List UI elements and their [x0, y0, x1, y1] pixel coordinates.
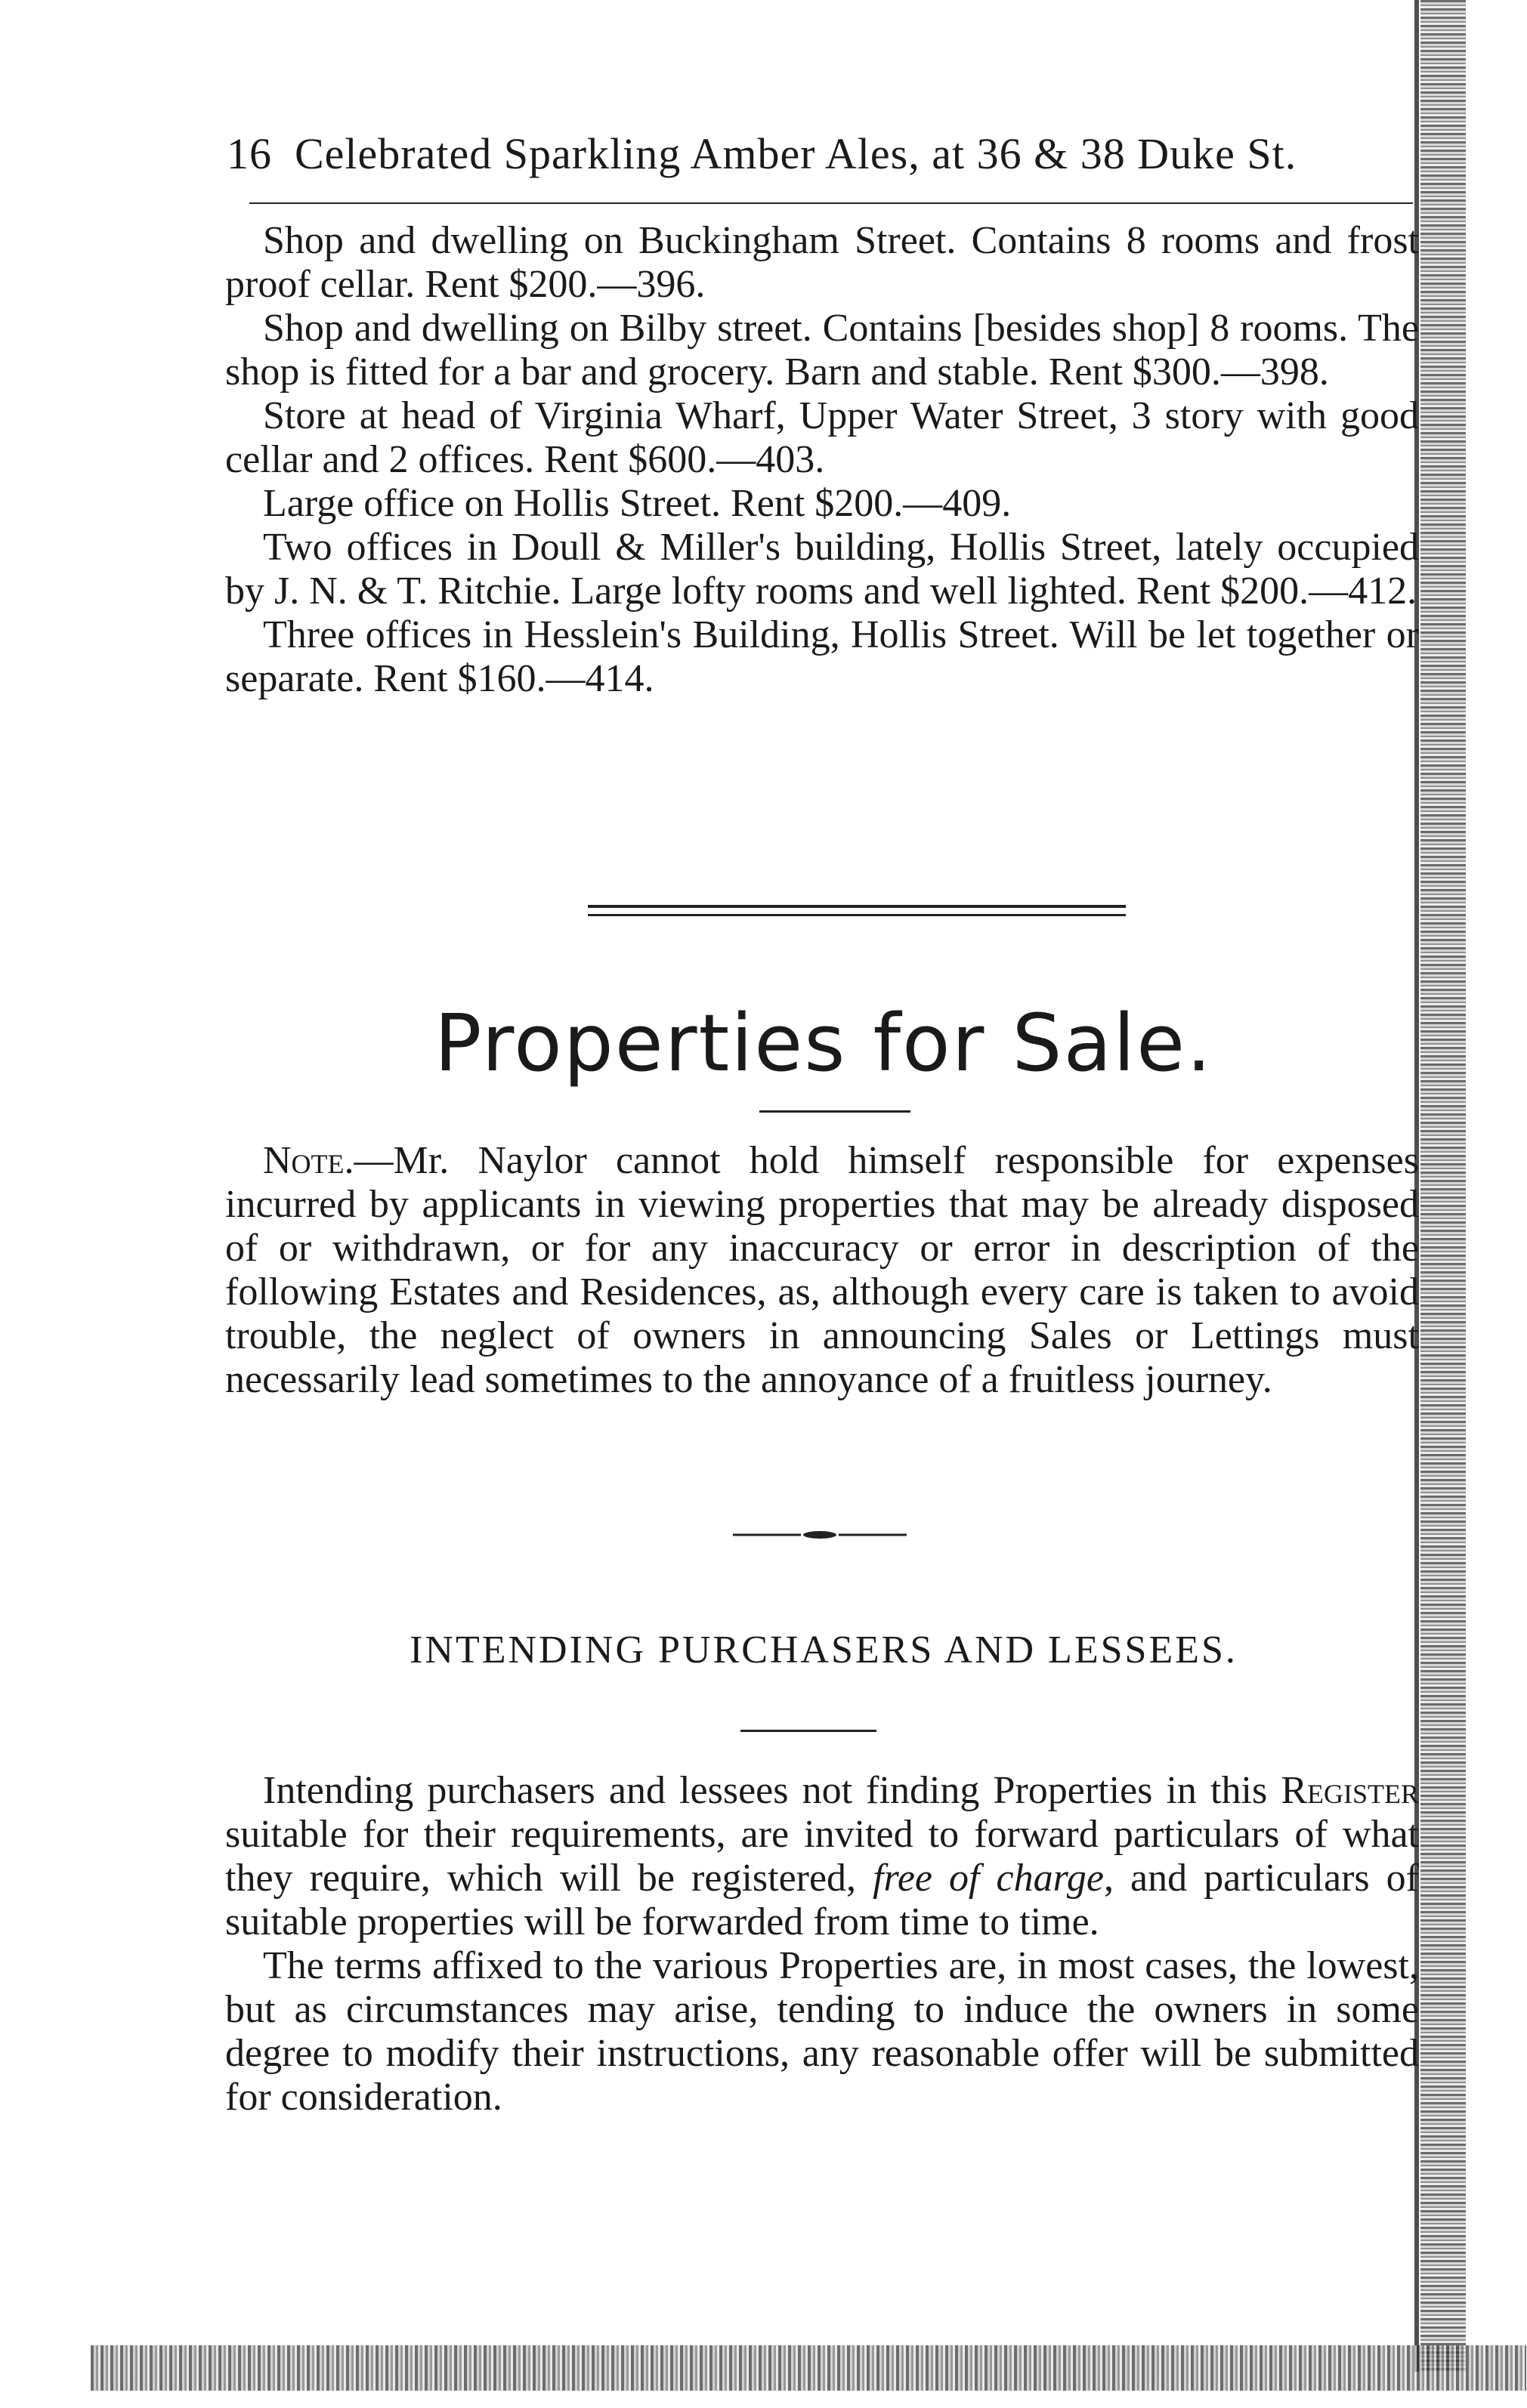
p1-end: , and particulars of suitable properties will be forwarded from time to time.	[225, 1857, 1419, 1943]
note-label: Note.	[263, 1139, 354, 1182]
intending-paragraph-1	[225, 1769, 1419, 1944]
torn-right-edge	[1420, 0, 1466, 2372]
listing-item: Store at head of Virginia Wharf, Upper Water Street, 3 story with good cellar and 2 offices. Rent $600.—403.	[225, 394, 1419, 481]
header-rule	[249, 202, 1413, 204]
section-title: Properties for Sale.	[434, 997, 1213, 1089]
p1-start: Intending purchasers and lessees not finding Properties in this	[263, 1769, 1268, 1812]
listing-item: Two offices in Doull & Miller's building, Hollis Street, lately occupied by J. N. & T. Ritchie. Large lofty rooms and well lighted. Rent $200.—412.	[225, 526, 1419, 613]
title-underline	[759, 1110, 910, 1113]
page-number: 16	[227, 129, 272, 178]
p1-mid: suitable for their requirements, are invited to forward particulars of what they require, which will be registered,	[225, 1813, 1419, 1900]
register-word: Register	[1281, 1769, 1419, 1812]
note-text: —Mr. Naylor cannot hold himself responsible for expenses incurred by applicants in viewing properties that may be already disposed of or withdrawn, or for any inaccuracy or error in description of the following Estates and Residences, as, although every care is taken to avoid trouble, the neglect of owners in announcing Sales or Lettings must necessarily lead sometimes to the annoyance of a fruitless journey.	[225, 1139, 1419, 1401]
running-header	[227, 128, 1420, 179]
rental-listings	[225, 219, 1419, 701]
intending-heading: INTENDING PURCHASERS AND LESSEES.	[410, 1628, 1238, 1672]
listing-item: Shop and dwelling on Bilby street. Contains [besides shop] 8 rooms. The shop is fitted for a bar and grocery. Barn and stable. Rent $300.—398.	[225, 307, 1419, 394]
note-paragraph	[225, 1139, 1419, 1402]
torn-bottom-edge	[91, 2345, 1526, 2391]
heading-underline	[740, 1730, 876, 1732]
listing-item: Three offices in Hesslein's Building, Hollis Street. Will be let together or separate. Rent $160.—414.	[225, 613, 1419, 700]
intending-text	[225, 1769, 1419, 2119]
ornament-divider	[733, 1530, 907, 1540]
listing-item: Shop and dwelling on Buckingham Street. Contains 8 rooms and frost proof cellar. Rent $200.—396.	[225, 219, 1419, 306]
double-rule-divider	[588, 905, 1126, 916]
free-of-charge: free of charge	[873, 1857, 1105, 1900]
listing-item: Large office on Hollis Street. Rent $200.—409.	[263, 482, 1012, 525]
running-title: Celebrated Sparkling Amber Ales, at 36 & 38 Duke St.	[295, 129, 1297, 178]
intending-paragraph-2: The terms affixed to the various Properties are, in most cases, the lowest, but as circumstances may arise, tending to induce the owners in some degree to modify their instructions, any reasonable offer will be submitted for consideration.	[225, 1944, 1419, 2119]
